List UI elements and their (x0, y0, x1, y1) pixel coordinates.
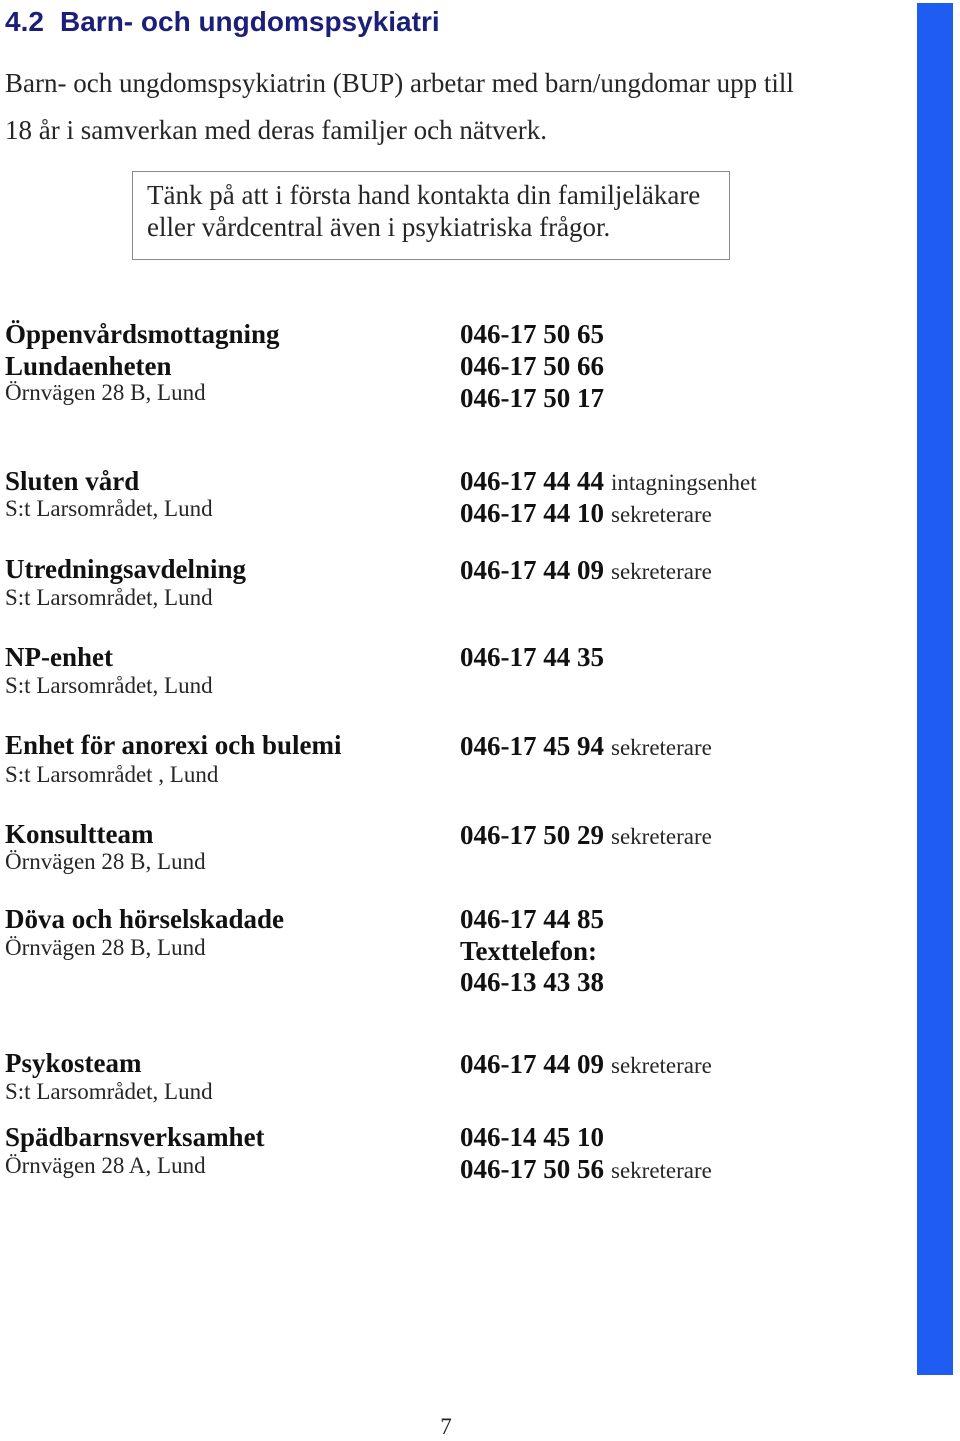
phone-line (460, 465, 757, 499)
unit-subname: Lundaenheten (5, 351, 172, 381)
phone-line (460, 1153, 712, 1187)
phone-line (460, 382, 604, 414)
phone-number: 046-17 44 09 (460, 1049, 604, 1079)
phone-note: sekreterare (611, 824, 712, 849)
notice-line: eller vårdcentral även i psykiatriska frågor. (147, 212, 611, 242)
phone-line (460, 1121, 604, 1153)
phone-note: sekreterare (611, 1158, 712, 1183)
section-number: 4.2 (5, 6, 44, 37)
unit-name: Spädbarnsverksamhet (5, 1122, 265, 1152)
unit-address: Örnvägen 28 B, Lund (5, 935, 206, 960)
phone-number: 046-17 50 17 (460, 383, 604, 413)
unit-address: S:t Larsområdet, Lund (5, 585, 213, 610)
notice-line: Tänk på att i första hand kontakta din familjeläkare (147, 180, 701, 210)
phone-line (460, 318, 604, 350)
phone-number: 046-17 44 09 (460, 555, 604, 585)
intro-line: 18 år i samverkan med deras familjer och nätverk. (5, 115, 548, 145)
phone-number: 046-17 45 94 (460, 731, 604, 761)
phone-line (460, 1048, 712, 1082)
phone-line (460, 497, 712, 531)
unit-address: Örnvägen 28 A, Lund (5, 1153, 206, 1178)
phone-line (460, 350, 604, 382)
unit-address: S:t Larsområdet, Lund (5, 1079, 213, 1104)
unit-address: S:t Larsområdet, Lund (5, 496, 213, 521)
phone-number: 046-17 44 85 (460, 904, 604, 934)
phone-number: 046-17 50 29 (460, 820, 604, 850)
phone-line (460, 554, 712, 588)
unit-name: Konsultteam (5, 819, 154, 849)
phone-number: 046-14 45 10 (460, 1122, 604, 1152)
unit-entry (0, 729, 900, 825)
phone-note: sekreterare (611, 559, 712, 584)
notice-box (132, 171, 730, 260)
unit-entry (0, 553, 900, 649)
phone-line (460, 641, 604, 673)
phone-number: 046-17 44 35 (460, 642, 604, 672)
page-number: 7 (440, 1414, 452, 1439)
unit-name: NP-enhet (5, 642, 113, 672)
intro-line: Barn- och ungdomspsykiatrin (BUP) arbetar med barn/ungdomar upp till (5, 68, 794, 98)
unit-entry (0, 641, 900, 737)
phone-number: 046-17 44 10 (460, 498, 604, 528)
side-bar (917, 3, 953, 1375)
unit-address: S:t Larsområdet, Lund (5, 673, 213, 698)
unit-name: Öppenvårdsmottagning (5, 319, 280, 349)
phone-note: sekreterare (611, 1053, 712, 1078)
unit-entry (0, 818, 900, 914)
unit-entry (0, 465, 900, 561)
phone-line (460, 966, 604, 998)
unit-name: Döva och hörselskadade (5, 904, 285, 934)
unit-name: Enhet för anorexi och bulemi (5, 730, 342, 760)
phone-note: sekreterare (611, 502, 712, 527)
phone-number: 046-17 50 66 (460, 351, 604, 381)
phone-number: 046-17 44 44 (460, 466, 604, 496)
texttelefon-label: Texttelefon: (460, 936, 597, 966)
phone-note: sekreterare (611, 735, 712, 760)
phone-note: intagningsenhet (611, 470, 757, 495)
phone-line (460, 819, 712, 853)
phone-number: 046-17 50 56 (460, 1154, 604, 1184)
phone-line (460, 730, 712, 764)
unit-entry (0, 903, 900, 999)
unit-address: S:t Larsområdet , Lund (5, 762, 219, 787)
unit-name: Psykosteam (5, 1048, 142, 1078)
unit-entry (0, 1121, 900, 1217)
unit-address: Örnvägen 28 B, Lund (5, 849, 206, 874)
section-title: Barn- och ungdomspsykiatri (60, 6, 440, 37)
phone-number: 046-17 50 65 (460, 319, 604, 349)
unit-name: Utredningsavdelning (5, 554, 247, 584)
phone-number: 046-13 43 38 (460, 967, 604, 997)
unit-address: Örnvägen 28 B, Lund (5, 380, 206, 405)
phone-line (460, 935, 597, 967)
section-heading (5, 6, 440, 38)
phone-line (460, 903, 604, 935)
unit-entry (0, 318, 900, 414)
unit-name: Sluten vård (5, 466, 140, 496)
